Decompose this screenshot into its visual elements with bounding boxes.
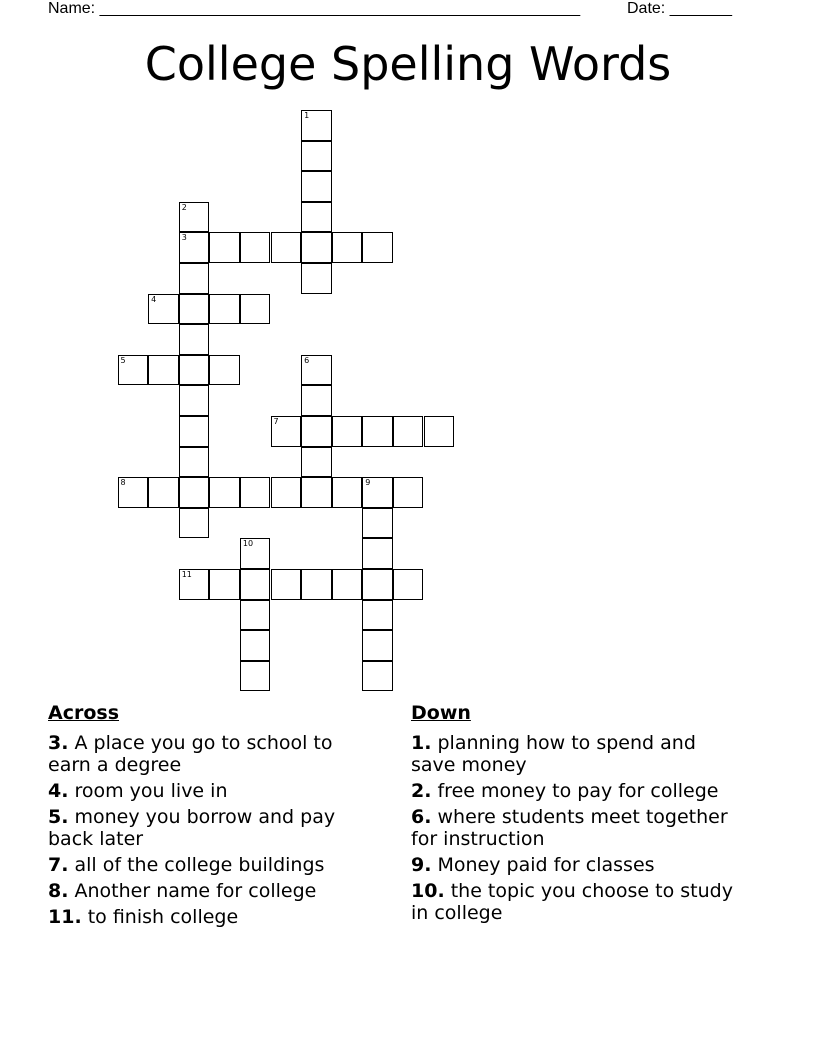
- across-clues: [48, 702, 378, 932]
- grid-cell[interactable]: [362, 630, 393, 661]
- grid-cell[interactable]: [240, 538, 271, 569]
- grid-cell[interactable]: [393, 416, 424, 447]
- cell-number: 11: [181, 570, 192, 579]
- grid-cell[interactable]: [240, 232, 271, 263]
- grid-cell[interactable]: [179, 508, 210, 539]
- grid-cell[interactable]: [301, 232, 332, 263]
- clue-number: 9.: [411, 854, 432, 876]
- grid-cell[interactable]: [362, 232, 393, 263]
- grid-cell[interactable]: [209, 355, 240, 386]
- cell-number: 4: [151, 294, 157, 304]
- grid-cell[interactable]: [301, 202, 332, 233]
- grid-cell[interactable]: [179, 202, 210, 233]
- grid-cell[interactable]: [240, 294, 271, 325]
- grid-cell[interactable]: [179, 263, 210, 294]
- clue-text: planning how to spend and save money: [411, 732, 696, 776]
- cell-number: 10: [242, 539, 254, 549]
- grid-cell[interactable]: [332, 416, 363, 447]
- name-line: Name: ______________________________________________________: [48, 0, 581, 17]
- down-clue-list: [411, 732, 741, 924]
- grid-cell[interactable]: [332, 232, 363, 263]
- clue-number: 8.: [48, 880, 69, 902]
- clue-text: Money paid for classes: [431, 854, 655, 876]
- grid-cell[interactable]: [271, 232, 302, 263]
- clue-item: [48, 732, 378, 776]
- grid-cell[interactable]: [271, 416, 302, 447]
- grid-cell[interactable]: [179, 569, 210, 600]
- clue-item: [411, 732, 741, 776]
- grid-cell[interactable]: [118, 355, 149, 386]
- cell-number: 3: [181, 233, 187, 243]
- grid-cell[interactable]: [424, 416, 455, 447]
- grid-cell[interactable]: [362, 661, 393, 692]
- grid-cell[interactable]: [179, 294, 210, 325]
- grid-cell[interactable]: [301, 171, 332, 202]
- grid-cell[interactable]: [240, 477, 271, 508]
- grid-cell[interactable]: [209, 477, 240, 508]
- grid-cell[interactable]: [301, 355, 332, 386]
- grid-cell[interactable]: [240, 630, 271, 661]
- page-title: College Spelling Words: [144, 37, 672, 91]
- clue-item: [48, 854, 378, 876]
- clue-item: [48, 806, 378, 850]
- cell-number: 5: [120, 355, 126, 365]
- grid-cell[interactable]: [209, 569, 240, 600]
- grid-cell[interactable]: [362, 538, 393, 569]
- clue-number: 1.: [411, 732, 432, 754]
- across-heading: Across: [48, 702, 120, 724]
- clue-item: [411, 806, 741, 850]
- cell-number: 7: [273, 417, 279, 426]
- clue-text: where students meet together for instruction: [411, 806, 728, 850]
- grid-cell[interactable]: [332, 477, 363, 508]
- grid-cell[interactable]: [362, 477, 393, 508]
- grid-cell[interactable]: [179, 355, 210, 386]
- grid-cell[interactable]: [301, 263, 332, 294]
- grid-cell[interactable]: [179, 324, 210, 355]
- cell-number: 1: [304, 111, 310, 120]
- grid-cell[interactable]: [301, 447, 332, 478]
- cell-number: 2: [181, 202, 187, 212]
- grid-cell[interactable]: [301, 477, 332, 508]
- cell-number: 9: [365, 478, 371, 488]
- clue-text: A place you go to school to earn a degree: [48, 732, 333, 776]
- grid-cell[interactable]: [118, 477, 149, 508]
- clue-text: all of the college buildings: [68, 854, 325, 876]
- clue-number: 10.: [411, 880, 445, 902]
- grid-cell[interactable]: [209, 294, 240, 325]
- clue-text: room you live in: [68, 780, 228, 802]
- clue-text: to finish college: [81, 906, 239, 928]
- grid-cell[interactable]: [179, 477, 210, 508]
- grid-cell[interactable]: [240, 661, 271, 692]
- grid-cell[interactable]: [148, 355, 179, 386]
- grid-cell[interactable]: [362, 600, 393, 631]
- grid-cell[interactable]: [271, 477, 302, 508]
- date-line: Date: _______: [627, 0, 732, 17]
- down-heading: Down: [411, 702, 471, 724]
- down-clues: [411, 702, 741, 928]
- grid-cell[interactable]: [362, 416, 393, 447]
- clue-item: [48, 780, 378, 802]
- grid-cell[interactable]: [240, 600, 271, 631]
- clue-text: the topic you choose to study in college: [411, 880, 733, 924]
- grid-cell[interactable]: [148, 477, 179, 508]
- clue-item: [48, 906, 378, 928]
- grid-cell[interactable]: [179, 232, 210, 263]
- grid-cell[interactable]: [179, 385, 210, 416]
- cell-number: 6: [304, 355, 310, 365]
- clue-item: [48, 880, 378, 902]
- grid-cell[interactable]: [301, 416, 332, 447]
- grid-cell[interactable]: [362, 508, 393, 539]
- grid-cell[interactable]: [240, 569, 271, 600]
- grid-cell[interactable]: [179, 416, 210, 447]
- clue-number: 4.: [48, 780, 69, 802]
- clue-number: 3.: [48, 732, 69, 754]
- grid-cell[interactable]: [301, 569, 332, 600]
- cell-number: 8: [120, 478, 126, 488]
- clue-text: Another name for college: [68, 880, 317, 902]
- clue-number: 2.: [411, 780, 432, 802]
- grid-cell[interactable]: [271, 569, 302, 600]
- grid-cell[interactable]: [179, 447, 210, 478]
- clue-item: [411, 854, 741, 876]
- grid-cell[interactable]: [209, 232, 240, 263]
- grid-cell[interactable]: [362, 569, 393, 600]
- grid-cell[interactable]: [301, 385, 332, 416]
- clue-text: free money to pay for college: [431, 780, 719, 802]
- clue-text: money you borrow and pay back later: [48, 806, 336, 850]
- clue-number: 6.: [411, 806, 432, 828]
- clue-item: [411, 880, 741, 924]
- clue-number: 7.: [48, 854, 69, 876]
- clue-number: 11.: [48, 906, 82, 928]
- grid-cell[interactable]: [332, 569, 363, 600]
- grid-cell[interactable]: [148, 294, 179, 325]
- grid-cell[interactable]: [393, 477, 424, 508]
- clue-item: [411, 780, 741, 802]
- clue-number: 5.: [48, 806, 69, 828]
- grid-cell[interactable]: [393, 569, 424, 600]
- across-clue-list: [48, 732, 378, 928]
- grid-cell[interactable]: [301, 110, 332, 141]
- grid-cell[interactable]: [301, 141, 332, 172]
